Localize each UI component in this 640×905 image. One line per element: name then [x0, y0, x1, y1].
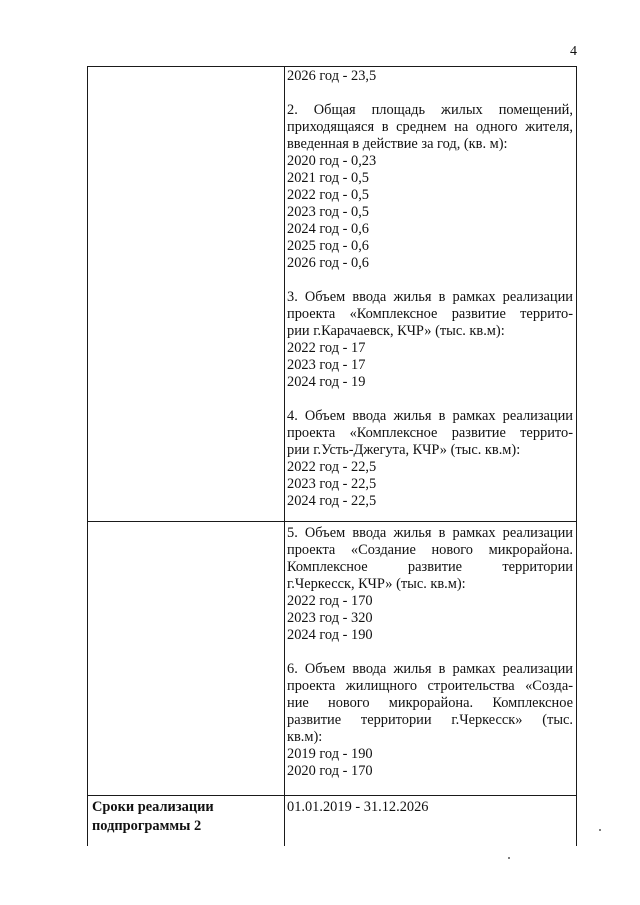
label-line: Сроки реализации	[92, 799, 214, 815]
row1-right-cell	[287, 68, 573, 510]
text-line: проекта «Комплексное развитие террито-	[287, 425, 573, 441]
text-line: 5. Объем ввода жилья в рамках реализации	[287, 525, 573, 541]
blank-line	[287, 391, 573, 408]
text-line: проекта жилищного строительства «Созда-	[287, 678, 573, 694]
row-divider-2	[87, 795, 577, 796]
text-line: 2025 год - 0,6	[287, 238, 370, 254]
text-line: 2019 год - 190	[287, 746, 373, 762]
table-top-border	[87, 66, 577, 67]
text-line: 2023 год - 0,5	[287, 204, 370, 220]
text-line: приходящаяся в среднем на одного жителя,	[287, 119, 573, 135]
text-line: рии г.Карачаевск, КЧР» (тыс. кв.м):	[287, 323, 505, 339]
text-line: проекта «Комплексное развитие террито-	[287, 306, 573, 322]
text-line: кв.м):	[287, 729, 323, 745]
text-line: Комплексное развитие территории	[287, 559, 573, 575]
text-line: 4. Объем ввода жилья в рамках реализации	[287, 408, 573, 424]
text-line: рии г.Усть-Джегута, КЧР» (тыс. кв.м):	[287, 442, 521, 458]
text-line: 2. Общая площадь жилых помещений,	[287, 102, 573, 118]
text-line: развитие территории г.Черкесск» (тыс.	[287, 712, 573, 728]
text-line: 2024 год - 0,6	[287, 221, 370, 237]
text-line: 2023 год - 17	[287, 357, 366, 373]
scan-speck	[599, 829, 601, 831]
text-line: 2020 год - 170	[287, 763, 373, 779]
text-line: 2023 год - 22,5	[287, 476, 377, 492]
text-line: 2022 год - 17	[287, 340, 366, 356]
text-line: 2024 год - 190	[287, 627, 373, 643]
text-line: проекта «Создание нового микрорайона.	[287, 542, 573, 558]
row-divider-1	[87, 521, 577, 522]
page-number: 4	[570, 44, 577, 59]
text-line: ние нового микрорайона. Комплексное	[287, 695, 573, 711]
text-line: 2024 год - 22,5	[287, 493, 377, 509]
text-line: 2024 год - 19	[287, 374, 366, 390]
text-line: 2022 год - 0,5	[287, 187, 370, 203]
table-right-border	[576, 66, 577, 846]
text-line: 2026 год - 0,6	[287, 255, 370, 271]
label-line: подпрограммы 2	[92, 818, 202, 834]
table-left-border	[87, 66, 88, 846]
text-line: 6. Объем ввода жилья в рамках реализации	[287, 661, 573, 677]
row3-value: 01.01.2019 - 31.12.2026	[287, 799, 429, 815]
text-line: 3. Объем ввода жилья в рамках реализации	[287, 289, 573, 305]
table-column-divider	[284, 66, 285, 846]
text-line: введенная в действие за год, (кв. м):	[287, 136, 508, 152]
text-line: 2020 год - 0,23	[287, 153, 377, 169]
text-line: 2026 год - 23,5	[287, 68, 377, 84]
row2-right-cell	[287, 525, 573, 780]
text-line: 2022 год - 170	[287, 593, 373, 609]
scan-speck	[508, 857, 510, 859]
text-line: г.Черкесск, КЧР» (тыс. кв.м):	[287, 576, 466, 592]
blank-line	[287, 85, 573, 102]
blank-line	[287, 272, 573, 289]
text-line: 2021 год - 0,5	[287, 170, 370, 186]
text-line: 2023 год - 320	[287, 610, 373, 626]
text-line: 2022 год - 22,5	[287, 459, 377, 475]
row3-label	[92, 798, 214, 836]
blank-line	[287, 644, 573, 661]
